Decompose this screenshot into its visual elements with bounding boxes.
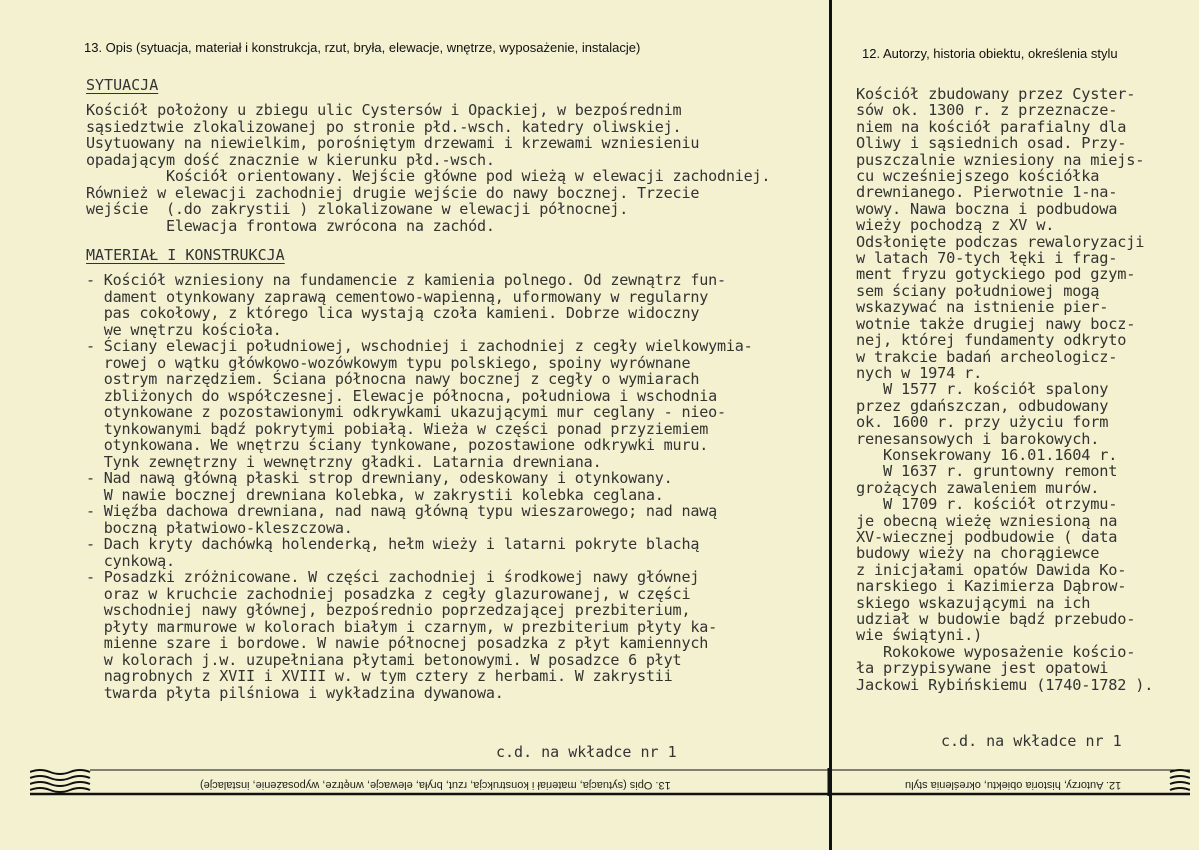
text-line: W 1637 r. gruntowny remont: [856, 462, 1118, 481]
text-line: zbliżonych do współczesnej. Elewacje północna, południowa i wschodnia: [86, 386, 717, 405]
text-line: - Dach kryty dachówką holenderką, hełm wieży i latarni pokryte blachą: [86, 535, 700, 553]
text-line: wejście (.do zakrystii ) zlokalizowane w elewacji północnej.: [86, 200, 629, 218]
text-line: cynkową.: [86, 551, 175, 570]
text-line: tynkowanymi bądź pokrytymi pobiałą. Wieża w części ponad przyziemiem: [86, 419, 709, 438]
text-line: wschodniej nawy głównej, bezpośrednio poprzedzającej prezbiterium,: [86, 601, 691, 619]
text-line: boczną płatwiowo-kleszczowa.: [86, 518, 353, 537]
footer-inverted-header-right: 12. Autorzy, historia obiektu, określenia stylu: [905, 779, 1122, 791]
text-line: budowy wieży na chorągiewce: [856, 544, 1100, 563]
material-text: [86, 272, 831, 701]
text-line: wotnie także drugiej nawy bocz-: [856, 314, 1136, 333]
text-line: rowej o wątku główkowo-wozówkowym typu polskiego, spoiny wyrównane: [86, 353, 691, 372]
text-line: z inicjałami opatów Dawida Ko-: [856, 560, 1127, 579]
text-line: Odsłonięte podczas rewaloryzacji: [856, 232, 1145, 251]
text-line: - Ściany elewacji południowej, wschodniej i zachodniej z cegły wielkowymia-: [86, 337, 753, 355]
text-line: XV-wiecznej podbudowie ( data: [856, 527, 1118, 546]
text-line: opadającym dość znacznie w kierunku płd.-wsch.: [86, 150, 495, 169]
text-line: Usytuowany na niewielkim, porośniętym drzewami i krzewami wzniesieniu: [86, 134, 700, 152]
text-line: we wnętrzu kościoła.: [86, 320, 282, 339]
text-line: Kościół orientowany. Wejście główne pod wieżą w elewacji zachodniej.: [86, 167, 771, 185]
section-header-description: 13. Opis (sytuacja, materiał i konstrukcja, rzut, bryła, elewacje, wnętrze, wyposażenie, instalacje): [84, 40, 641, 55]
continuation-note-right: c.d. na wkładce nr 1: [941, 732, 1122, 750]
continuation-note-left: c.d. na wkładce nr 1: [496, 743, 677, 761]
history-column: [856, 86, 1196, 693]
text-line: nej, której fundamenty odkryto: [856, 331, 1127, 350]
section-header-history: 12. Autorzy, historia obiektu, określenia stylu: [862, 46, 1118, 61]
text-line: ment fryzu gotyckiego pod gzym-: [856, 265, 1136, 284]
text-line: Jackowi Rybińskiemu (1740-1782 ).: [856, 675, 1154, 694]
text-line: pas cokołowy, z którego lica wystają czoła kamieni. Dobrze widoczny: [86, 304, 700, 322]
text-line: przez gdańszczan, odbudowany: [856, 396, 1109, 415]
text-line: W 1709 r. kościół otrzymu-: [856, 495, 1118, 514]
text-line: sąsiedztwie zlokalizowanej po stronie płd.-wsch. katedry oliwskiej.: [86, 117, 682, 136]
section-heading-material: MATERIAŁ I KONSTRUKCJA: [86, 246, 285, 264]
text-line: ok. 1600 r. przy użyciu form: [856, 413, 1109, 432]
text-line: twarda płyta pilśniowa i wykładzina dywanowa.: [86, 683, 504, 702]
text-line: Kościół położony u zbiegu ulic Cystersów i Opackiej, w bezpośrednim: [86, 101, 682, 119]
text-line: - Nad nawą główną płaski strop drewniany, odeskowany i otynkowany.: [86, 469, 673, 487]
text-line: Również w elewacji zachodniej drugie wejście do nawy bocznej. Trzecie: [86, 183, 700, 202]
text-line: W nawie bocznej drewniana kolebka, w zakrystii kolebka ceglana.: [86, 485, 664, 504]
text-line: narskiego i Kazimierza Dąbrow-: [856, 577, 1127, 596]
text-line: nych w 1974 r.: [856, 363, 983, 382]
text-line: - Kościół wzniesiony na fundamencie z kamienia polnego. Od zewnątrz fun-: [86, 271, 726, 289]
text-line: wskazywać na istnienie pier-: [856, 298, 1109, 317]
text-line: wowy. Nawa boczna i podbudowa: [856, 199, 1118, 218]
text-line: grożących zawaleniem murów.: [856, 478, 1100, 497]
text-line: płyty marmurowe w kolorach białym i czarnym, w prezbiterium płyty ka-: [86, 617, 717, 636]
text-line: dament otynkowany zaprawą cementowo-wapienną, uformowany w regularny: [86, 287, 709, 306]
sytuacja-text: [86, 102, 831, 234]
text-line: sem ściany południowej mogą: [856, 281, 1100, 300]
text-line: nagrobnych z XVII i XVIII w. w tym cztery z herbami. W zakrystii: [86, 667, 673, 685]
text-line: Konsekrowany 16.01.1604 r.: [856, 445, 1118, 464]
description-column: [86, 76, 831, 701]
text-line: w latach 70-tych łęki i frag-: [856, 249, 1118, 268]
text-line: Kościół zbudowany przez Cyster-: [856, 85, 1136, 103]
footer-inverted-header-left: 13. Opis (sytuacja, materiał i konstrukcja, rzut, bryła, elewacje, wnętrze, wyposażenie, instalacje): [200, 779, 671, 791]
text-line: ła przypisywane jest opatowi: [856, 659, 1109, 678]
text-line: drewnianego. Pierwotnie 1-na-: [856, 183, 1118, 202]
text-line: puszczalnie wzniesiony na miejs-: [856, 150, 1145, 169]
text-line: - Więźba dachowa drewniana, nad nawą główną typu wieszarowego; nad nawą: [86, 502, 717, 520]
text-line: wie świątyni.): [856, 626, 983, 645]
text-line: sów ok. 1300 r. z przeznacze-: [856, 101, 1118, 120]
text-line: skiego wskazującymi na ich: [856, 593, 1091, 612]
text-line: Elewacja frontowa zwrócona na zachód.: [86, 216, 495, 235]
text-line: Rokokowe wyposażenie kościo-: [856, 642, 1136, 661]
text-line: je obecną wieżę wzniesioną na: [856, 511, 1118, 530]
text-line: cu wcześniejszego kościółka: [856, 167, 1100, 186]
text-line: Tynk zewnętrzny i wewnętrzny gładki. Latarnia drewniana.: [86, 452, 602, 471]
text-line: w trakcie badań archeologicz-: [856, 347, 1118, 366]
text-line: - Posadzki zróżnicowane. W części zachodniej i środkowej nawy głównej: [86, 568, 700, 586]
text-line: niem na kościół parafialny dla: [856, 117, 1127, 136]
text-line: w kolorach j.w. uzupełniana płytami betonowymi. W posadzce 6 płyt: [86, 650, 682, 669]
text-line: Oliwy i sąsiednich osad. Przy-: [856, 134, 1127, 153]
text-line: ostrym narzędziem. Ściana północna nawy bocznej z cegły o wymiarach: [86, 370, 700, 388]
text-line: wieży pochodzą z XV w.: [856, 216, 1055, 235]
text-line: W 1577 r. kościół spalony: [856, 380, 1109, 399]
text-line: oraz w kruchcie zachodniej posadzka z cegły glazurowanej, w części: [86, 584, 691, 603]
text-line: otynkowana. We wnętrzu ściany tynkowane, pozostawione odkrywki muru.: [86, 436, 709, 454]
text-line: udział w budowie bądź przebudo-: [856, 610, 1136, 628]
text-line: otynkowane z pozostawionymi odkrywkami ukazującymi mur ceglany - nieo-: [86, 403, 726, 421]
text-line: mienne szare i bordowe. W nawie północnej posadzka z płyt kamiennych: [86, 634, 709, 652]
section-heading-sytuacja: SYTUACJA: [86, 76, 159, 94]
text-line: renesansowych i barokowych.: [856, 429, 1100, 448]
